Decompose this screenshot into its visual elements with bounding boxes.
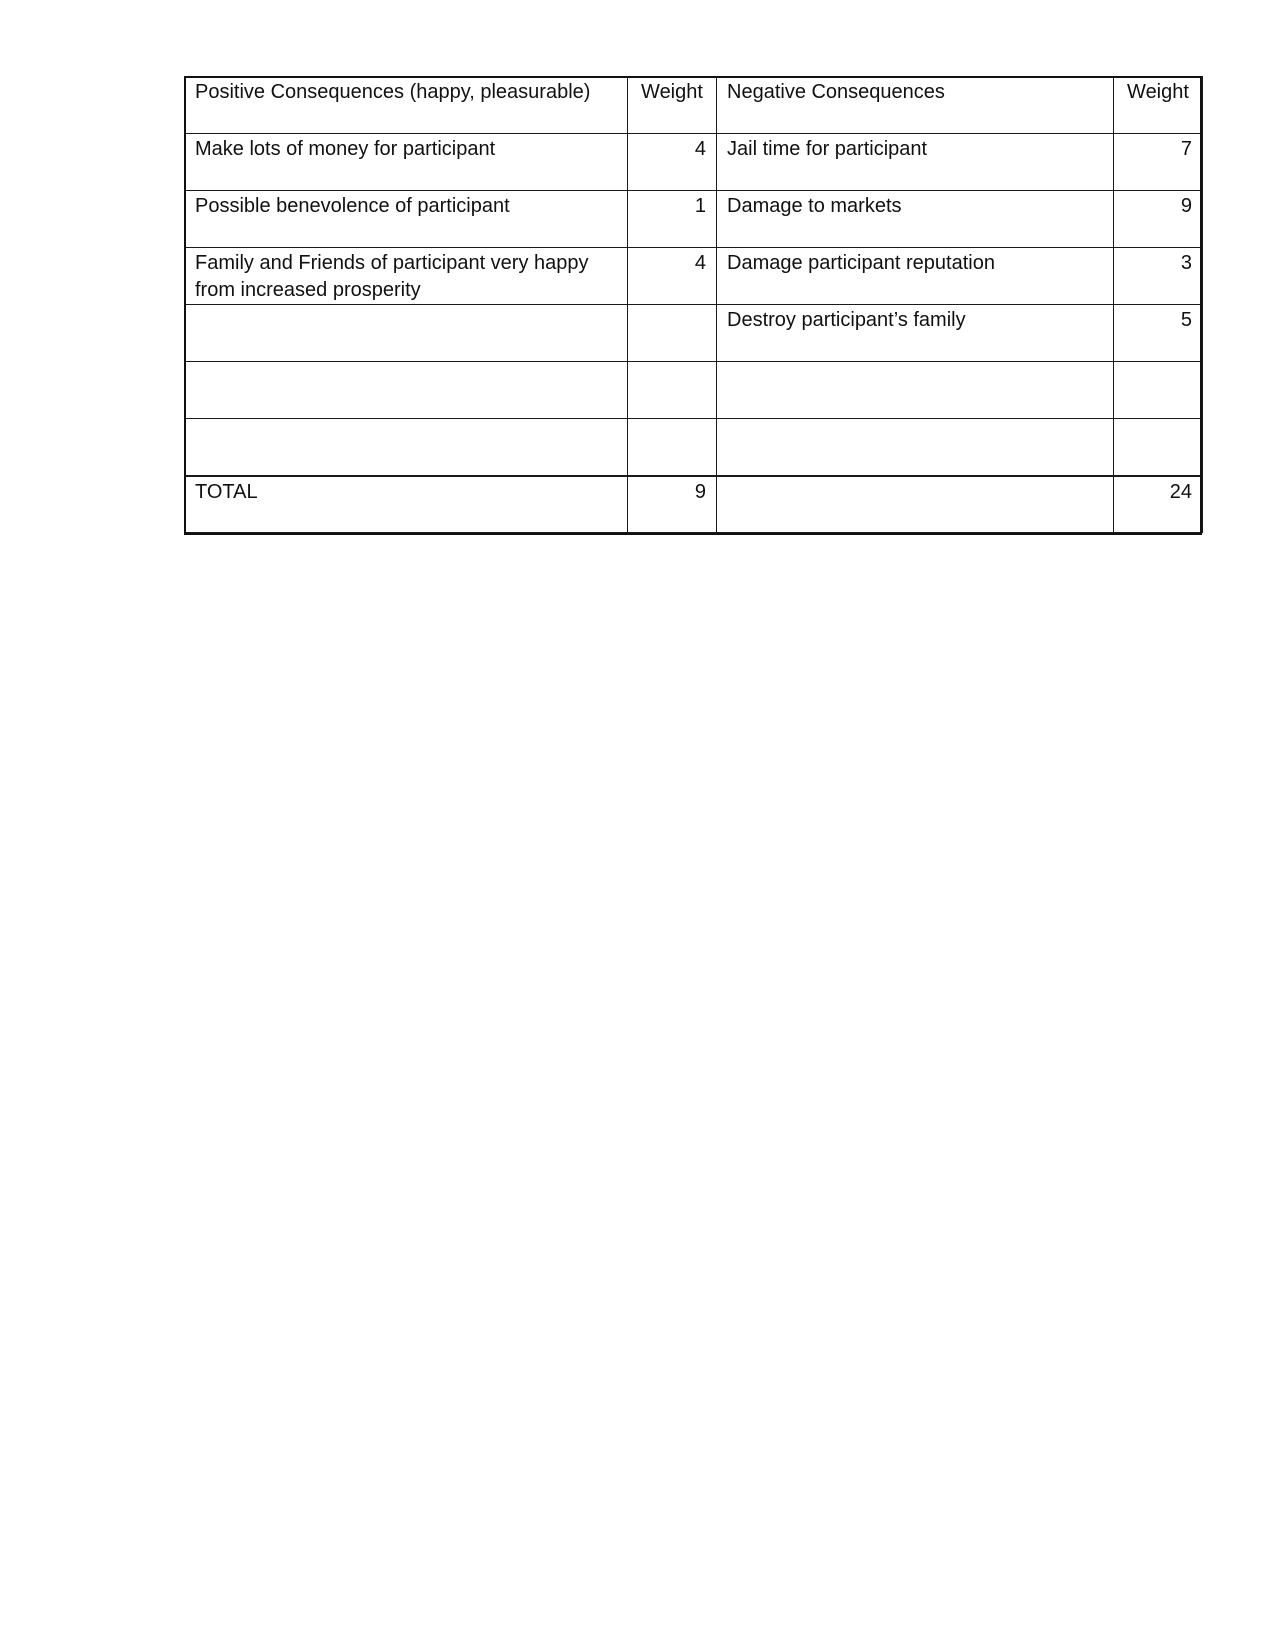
table-row	[185, 248, 1203, 305]
negative-consequence-cell	[717, 362, 1114, 419]
positive-weight-cell	[628, 305, 717, 362]
consequences-table	[184, 76, 1203, 533]
table-row	[185, 362, 1203, 419]
negative-consequence-cell: Destroy participant’s family	[717, 305, 1114, 362]
positive-consequence-cell: Possible benevolence of participant	[185, 191, 628, 248]
positive-weight-cell: 1	[628, 191, 717, 248]
table-row	[185, 134, 1203, 191]
positive-weight-cell: 4	[628, 248, 717, 305]
negative-weight-cell: 3	[1114, 248, 1203, 305]
table-row	[185, 191, 1203, 248]
negative-weight-cell: 9	[1114, 191, 1203, 248]
total-positive-weight: 9	[628, 476, 717, 533]
total-negative-weight: 24	[1114, 476, 1203, 533]
header-negative-weight: Weight	[1114, 77, 1203, 134]
negative-weight-cell	[1114, 362, 1203, 419]
positive-consequence-cell	[185, 419, 628, 476]
positive-consequence-cell: Family and Friends of participant very happy from increased prosperity	[185, 248, 628, 305]
total-row	[185, 476, 1203, 533]
positive-consequence-cell: Make lots of money for participant	[185, 134, 628, 191]
negative-weight-cell: 7	[1114, 134, 1203, 191]
positive-consequence-cell	[185, 305, 628, 362]
positive-weight-cell	[628, 419, 717, 476]
total-label: TOTAL	[185, 476, 628, 533]
table-row	[185, 419, 1203, 476]
total-negative-label-cell	[717, 476, 1114, 533]
negative-consequence-cell: Jail time for participant	[717, 134, 1114, 191]
positive-consequence-cell	[185, 362, 628, 419]
header-positive-weight: Weight	[628, 77, 717, 134]
header-positive-consequences: Positive Consequences (happy, pleasurable)	[185, 77, 628, 134]
table-row	[185, 305, 1203, 362]
negative-consequence-cell	[717, 419, 1114, 476]
negative-consequence-cell: Damage to markets	[717, 191, 1114, 248]
positive-weight-cell: 4	[628, 134, 717, 191]
negative-weight-cell	[1114, 419, 1203, 476]
negative-consequence-cell: Damage participant reputation	[717, 248, 1114, 305]
negative-weight-cell: 5	[1114, 305, 1203, 362]
positive-weight-cell	[628, 362, 717, 419]
header-negative-consequences: Negative Consequences	[717, 77, 1114, 134]
table-header-row	[185, 77, 1203, 134]
